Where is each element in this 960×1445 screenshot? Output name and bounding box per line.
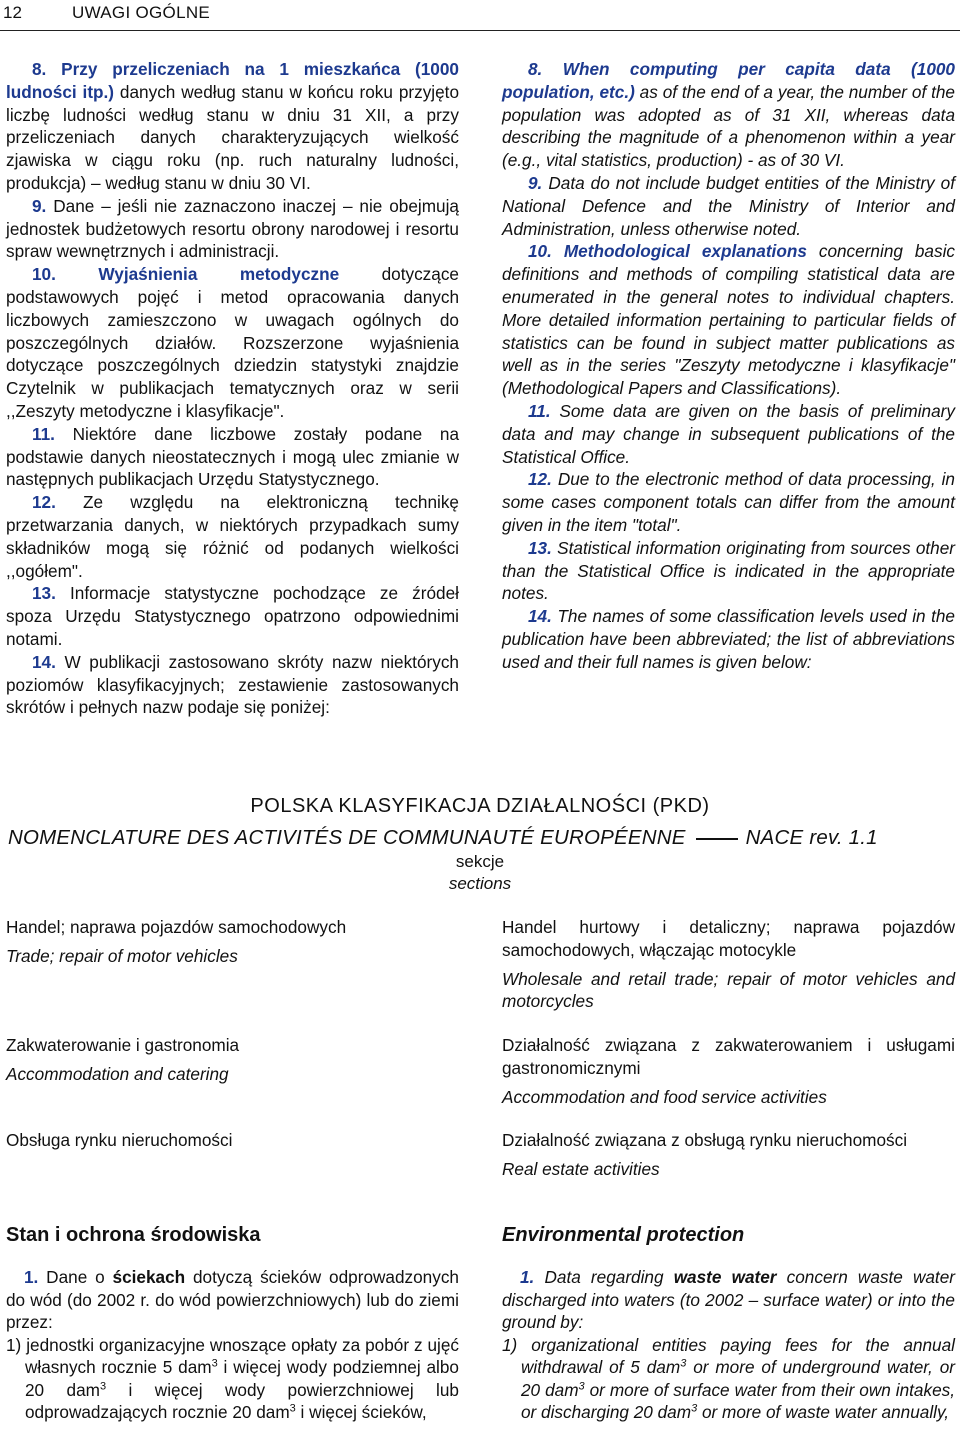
environment-text-pl (6, 1266, 459, 1424)
note-13-en: 13. Statistical information originating from sources other than the Statistical Office is indicated in the appropriate notes. (502, 537, 955, 604)
nace-title: NOMENCLATURE DES ACTIVITÉS DE COMMUNAUTÉ EUROPÉENNE NACE rev. 1.1 (8, 826, 878, 849)
sekcje-label: sekcje (455, 852, 505, 871)
sections-label: sections (448, 874, 512, 893)
environment-heading-en: Environmental protection (502, 1224, 745, 1246)
classification-row-1-short: Handel; naprawa pojazdów samochodowych Trade; repair of motor vehicles (6, 917, 347, 966)
env-para-1-pl: 1. Dane o ściekach dotyczą ścieków odprowadzonych do wód (do 2002 r. do wód powierzchniowych) lub do ziemi przez: (6, 1267, 459, 1332)
note-12-pl: 12. Ze względu na elektroniczną technikę przetwarzania danych, w niektórych przypadkach sumy składników mogą się różnić od podanych wielkości ,,ogółem". (6, 492, 459, 581)
section-title: UWAGI OGÓLNE (72, 3, 211, 22)
env-para-1-en: 1. Data regarding waste water concern waste water discharged into waters (to 2002 – surface water) or into the ground by: (502, 1267, 955, 1332)
classification-row-2-short: Zakwaterowanie i gastronomia Accommodation and catering (6, 1035, 240, 1084)
em-dash (696, 838, 738, 840)
note-11-en: 11. Some data are given on the basis of preliminary data and may change in subsequent publications of the Statistical Office. (502, 400, 955, 467)
note-10-pl: 10. Wyjaśnienia metodyczne dotyczące podstawowych pojęć i metod opracowania danych liczbowych zamieszczono w uwagach ogólnych do poszczególnych działów. Rozszerzone wyjaśnienia dotyczące poszczególnych dziedzin statystyki znajdzie Czytelnik w publikacjach tematycznych oraz w serii ,,Zeszyty metodyczne i klasyfikacje". (6, 264, 459, 421)
note-8-pl: 8. Przy przeliczeniach na 1 mieszkańca (1000 ludności itp.) danych według stanu w końcu roku przyjęto liczbę ludności według stanu w dniu 31 XII, a przy przeliczeniach danych charakteryzujących wielkość zjawiska w ciągu roku (np. ruch naturalny ludności, produkcja) – według stanu w dniu 30 VI. (6, 59, 459, 193)
page-header (0, 0, 960, 26)
note-10-en: 10. Methodological explanations concerning basic definitions and methods of compiling statistical data are enumerated in the general notes to individual chapters. More detailed information pertaining to particular fields of statistics can be found in subject matter publications as well as in the series "Zeszyty metodyczne i klasyfikacje" (Methodological Papers and Classifications). (502, 241, 955, 399)
note-11-pl: 11. Niektóre dane liczbowe zostały podane na podstawie danych nieostatecznych i mogą ulec zmianie w następnych publikacjach Urzędu Statystycznego. (6, 423, 459, 490)
note-12-en: 12. Due to the electronic method of data processing, in some cases component totals can differ from the amount given in the item "total". (502, 469, 955, 535)
environment-text-en (502, 1266, 955, 1424)
notes-english-column (502, 58, 955, 674)
note-13-pl: 13. Informacje statystyczne pochodzące ze źródeł spoza Urzędu Statystycznego opatrzono odpowiednimi notami. (6, 583, 459, 649)
note-14-en: 14. The names of some classification levels used in the publication have been abbreviated; the list of abbreviations used and their full names is given below: (502, 606, 955, 672)
classification-row-3-short: Obsługa rynku nieruchomości (6, 1130, 233, 1150)
header-rule (0, 30, 960, 31)
classification-row-2-full: Działalność związana z zakwaterowaniem i usługami gastronomicznymi Accommodation and food service activities (502, 1035, 955, 1107)
note-9-pl: 9. Dane – jeśli nie zaznaczono inaczej – nie obejmują jednostek budżetowych resortu obrony narodowej i resortu spraw wewnętrznych i administracji. (6, 195, 459, 262)
env-item-1-en: 1) organizational entities paying fees for the annual withdrawal of 5 dam$^3$ or more of underground water, or 20 dam$^3$ or more of surface water from their own intakes, or discharging 20 dam$^3$ or more of waste water annually, (502, 1334, 956, 1422)
env-item-1-pl: 1) jednostki organizacyjne wnoszące opłaty za pobór z ujęć własnych rocznie 5 dam$^3$ i więcej wody podziemnej albo 20 dam$^3$ i więcej wody powierzchniowej lub odprowadzających rocznie 20 dam$^3$ i więcej ścieków, (6, 1334, 459, 1422)
notes-polish-column (6, 58, 459, 719)
environment-heading-pl: Stan i ochrona środowiska (6, 1224, 261, 1246)
note-8-pl-lead: Przy przeliczeniach na 1 mieszkańca (1000 ludności itp.) (6, 59, 459, 102)
note-9-en: 9. Data do not include budget entities of the Ministry of National Defence and the Ministry of Interior and Administration, unless otherwise noted. (502, 172, 955, 239)
note-8-en: 8. When computing per capita data (1000 population, etc.) as of the end of a year, the number of the population was adopted as of 31 XII, whereas data describing the magnitude of a phenomenon within a year (e.g., vital statistics, production) - as of 30 VI. (502, 59, 955, 171)
classification-row-1-full: Handel hurtowy i detaliczny; naprawa pojazdów samochodowych, włączając motocykle Wholesale and retail trade; repair of motor vehicles and motorcycles (502, 917, 955, 1012)
note-14-pl: 14. W publikacji zastosowano skróty nazw niektórych poziomów klasyfikacyjnych; zestawienie zastosowanych skrótów i pełnych nazw podaje się poniżej: (6, 651, 459, 718)
page-number: 12 (3, 3, 22, 22)
pkd-title: POLSKA KLASYFIKACJA DZIAŁALNOŚCI (PKD) (250, 795, 710, 817)
classification-row-3-full: Działalność związana z obsługą rynku nieruchomości Real estate activities (502, 1130, 908, 1179)
